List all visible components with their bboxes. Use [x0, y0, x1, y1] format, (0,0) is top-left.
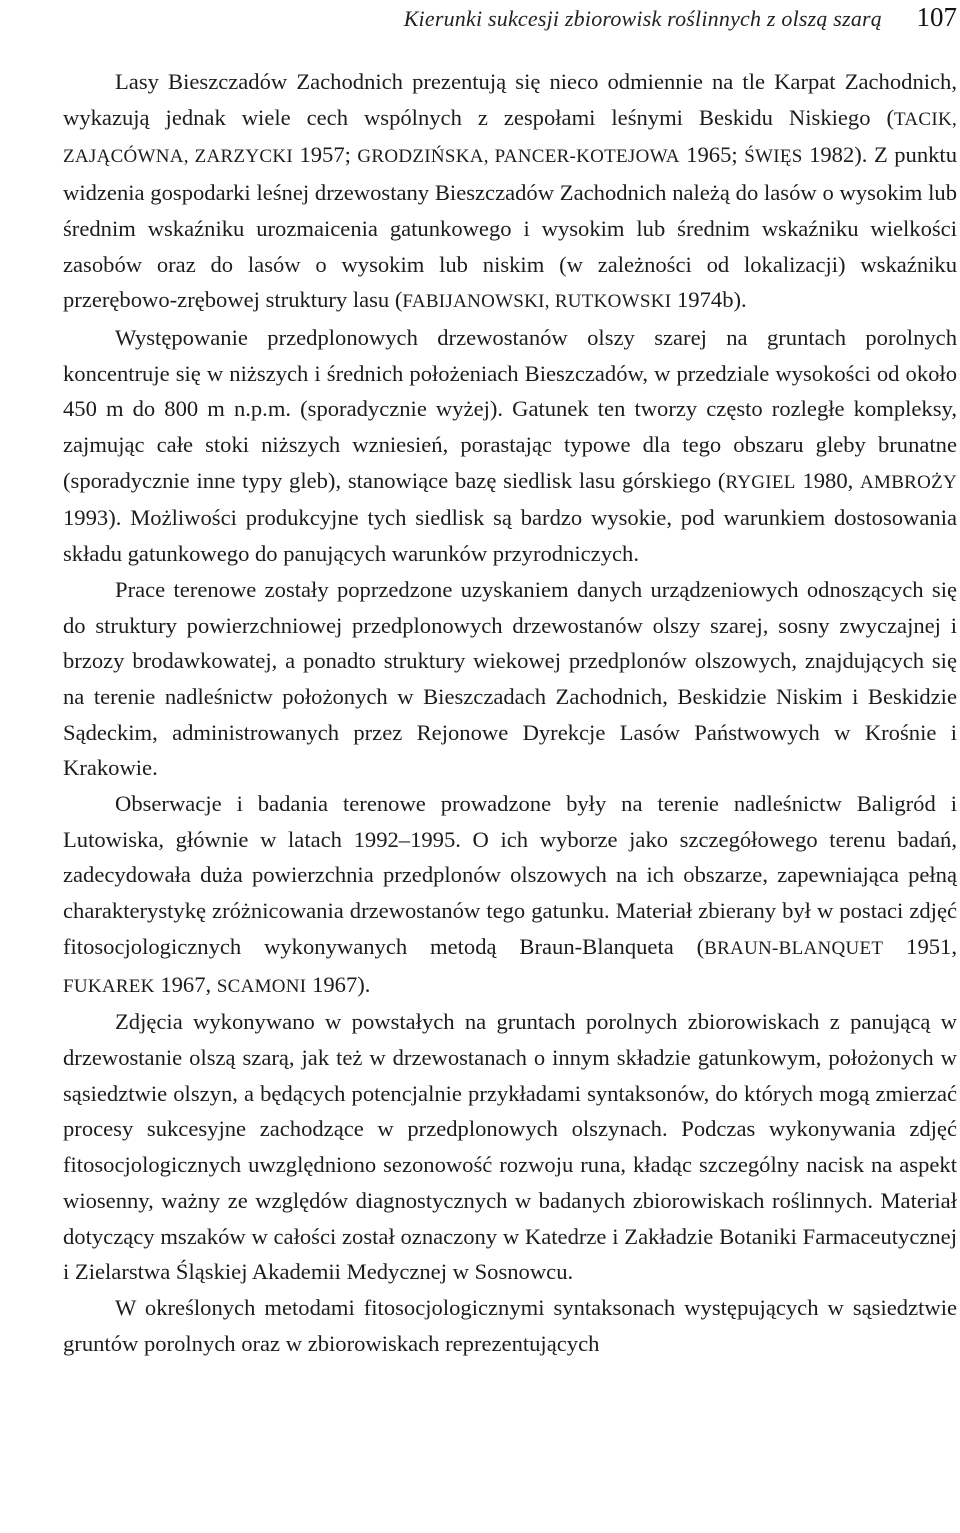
paragraph-4: Obserwacje i badania terenowe prowadzone były na terenie nadleśnictw Baligród i Lutowiska, głównie w latach 1992–1995. O ich wyborze jako szczegółowego terenu badań, zadecydowała duża powierzchnia przedplonów olszowych na ich obszarze, zapewniająca pełną charakterystykę zróżnicowania drzewostanów tego gatunku. Materiał zbierany był w postaci zdjęć fitosocjologicznych wykonywanych metodą Braun-Blanqueta (BRAUN-BLANQUET 1951, FUKAREK 1967, SCAMONI 1967). [63, 791, 957, 997]
body-text [63, 64, 957, 1361]
page-number: 107 [916, 2, 957, 32]
citation-author: RYGIEL [725, 471, 796, 493]
paragraph-3: Prace terenowe zostały poprzedzone uzyskaniem danych urządzeniowych odnoszących się do struktury powierzchniowej przedplonowych drzewostanów olszy szarej, sosny zwyczajnej i brzozy brodawkowatej, a ponadto struktury wiekowej przedplonów olszowych, znajdujących się na terenie nadleśnictw położonych w Bieszczadach Zachodnich, Beskidzie Niskim i Beskidzie Sądeckim, administrowanych przez Rejonowe Dyrekcje Lasów Państwowych w Krośnie i Krakowie. [63, 576, 957, 781]
citation-author: TACIK, ZAJĄCÓWNA, ZARZYCKI [63, 108, 957, 168]
citation-author: AMBROŻY [860, 471, 957, 493]
paragraph-5: Zdjęcia wykonywano w powstałych na gruntach porolnych zbiorowiskach z panującą w drzewostanie olszą szarą, jak też w drzewostanach o innym składzie gatunkowym, położonych w sąsiedztwie olszyn, a będących potencjalnie przykładami syntaksonów, do których mogą zmierzać procesy sukcesyjne zachodzące w przedplonowych olszynach. Podczas wykonywania zdjęć fitosocjologicznych uwzględniono sezonowość rozwoju runa, kładąc szczególny nacisk na aspekt wiosenny, ważny ze względów diagnostycznych w badanych zbiorowiskach roślinnych. Materiał dotyczący mszaków w całości został oznaczony w Katedrze i Zakładzie Botaniki Farmaceutycznej i Zielarstwa Śląskiej Akademii Medycznej w Sosnowcu. [63, 1009, 957, 1285]
citation-author: SCAMONI [216, 975, 307, 997]
citation-author: BRAUN-BLANQUET [704, 937, 884, 959]
running-header [0, 2, 960, 42]
citation-author: GRODZIŃSKA, PANCER-KOTEJOWA [357, 146, 680, 168]
paragraph-1: Lasy Bieszczadów Zachodnich prezentują się nieco odmiennie na tle Karpat Zachodnich, wykazują jednak wiele cech wspólnych z zespołami leśnymi Beskidu Niskiego (TACIK, ZAJĄCÓWNA, ZARZYCKI 1957; GRODZIŃSKA, PANCER-KOTEJOWA 1965; ŚWIĘS 1982). Z punktu widzenia gospodarki leśnej drzewostany Bieszczadów Zachodnich należą do lasów o wysokim lub średnim wskaźniku urozmaicenia gatunkowego i wysokim lub średnim wskaźniku wielkości zasobów oraz do lasów o wysokim lub niskim (w zależności od lokalizacji) wskaźniku przerębowo-zrębowej struktury lasu (FABIJANOWSKI, RUTKOWSKI 1974b). [63, 69, 958, 313]
citation-author: FABIJANOWSKI, RUTKOWSKI [402, 291, 672, 313]
paragraph-2: Występowanie przedplonowych drzewostanów olszy szarej na gruntach porolnych koncentruje się w niższych i średnich położeniach Bieszczadów, w przedziale wysokości od około 450 m do 800 m n.p.m. (sporadycznie wyżej). Gatunek ten tworzy często rozległe kompleksy, zajmując całe stoki niższych wzniesień, porastając typowe dla tego obszaru gleby brunatne (sporadycznie inne typy gleb), stanowiące bazę siedlisk lasu górskiego (RYGIEL 1980, AMBROŻY 1993). Możliwości produkcyjne tych siedlisk są bardzo wysokie, pod warunkiem dostosowania składu gatunkowego do panujących warunków przyrodniczych. [63, 324, 957, 567]
citation-author: ŚWIĘS [744, 146, 803, 168]
running-title: Kierunki sukcesji zbiorowisk roślinnych z olszą szarą [403, 6, 882, 31]
paragraph-6: W określonych metodami fitosocjologicznymi syntaksonach występujących w sąsiedztwie gruntów porolnych oraz w zbiorowiskach reprezentujących [63, 1294, 957, 1356]
citation-author: FUKAREK [63, 975, 155, 997]
